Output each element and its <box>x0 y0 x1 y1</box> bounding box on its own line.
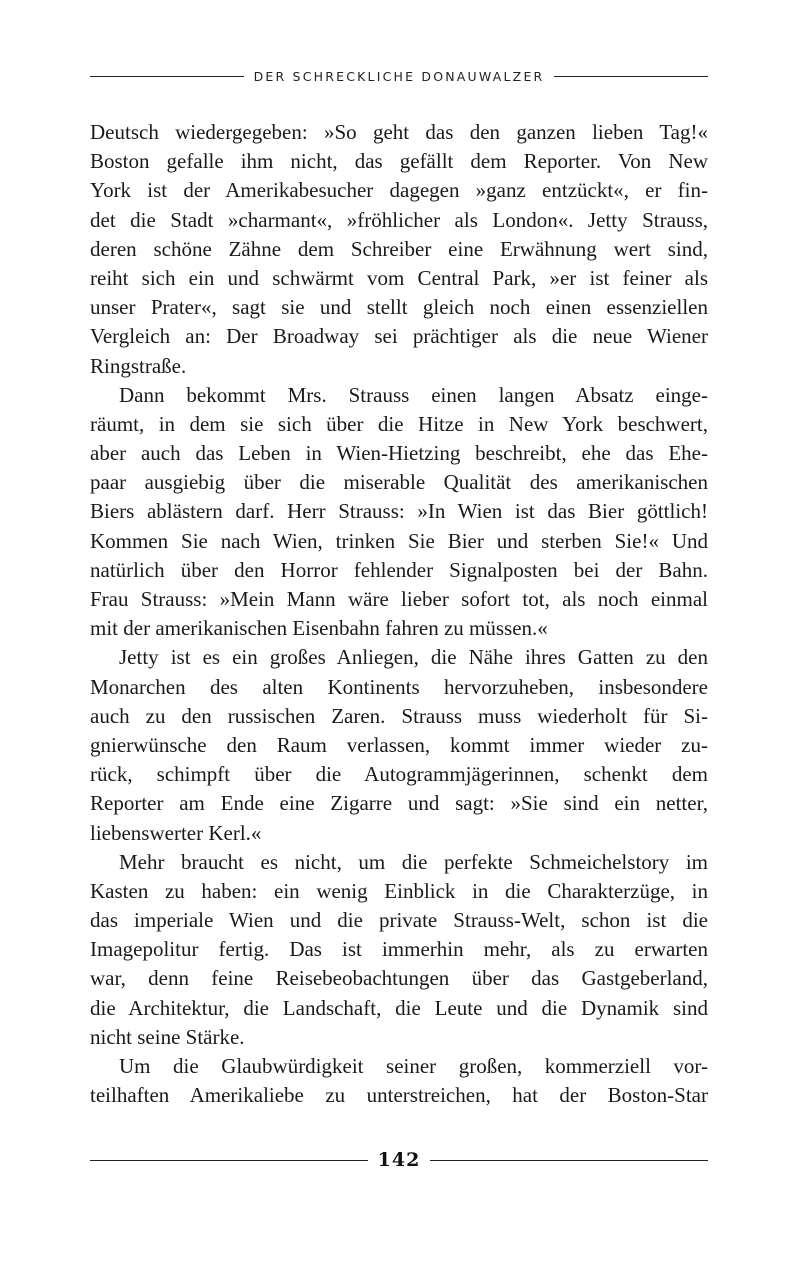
text-line: teilhaften Amerikaliebe zu unterstreichen, hat der Boston-Star <box>90 1083 708 1108</box>
text-line: auch zu den russischen Zaren. Strauss muss wiederholt für Si- <box>90 703 708 728</box>
text-line: gnierwünsche den Raum verlassen, kommt immer wieder zu- <box>90 732 708 757</box>
footer-rule-left <box>90 1160 368 1161</box>
running-header <box>90 66 708 86</box>
page-footer <box>90 1148 708 1172</box>
header-rule-left <box>90 76 244 77</box>
text-line: Kasten zu haben: ein wenig Einblick in die Charakterzüge, in <box>90 878 708 903</box>
text-line: Jetty ist es ein großes Anliegen, die Nähe ihres Gatten zu den <box>119 645 708 670</box>
text-line: Monarchen des alten Kontinents hervorzuheben, insbesondere <box>90 674 708 699</box>
text-line: Frau Strauss: »Mein Mann wäre lieber sofort tot, als noch einmal <box>90 587 708 611</box>
text-line: York ist der Amerikabesucher dagegen »ganz entzückt«, er fin- <box>90 178 708 203</box>
text-line: Mehr braucht es nicht, um die perfekte Schmeichelstory im <box>119 849 708 874</box>
page-number: 142 <box>377 1149 421 1171</box>
header-rule-right <box>554 76 708 77</box>
text-line: det die Stadt »charmant«, »fröhlicher als London«. Jetty Strauss, <box>90 207 708 232</box>
text-line: deren schöne Zähne dem Schreiber eine Erwähnung wert sind, <box>90 236 708 261</box>
text-line: aber auch das Leben in Wien-Hietzing beschreibt, ehe das Ehe- <box>90 441 708 466</box>
text-line: Kommen Sie nach Wien, trinken Sie Bier und sterben Sie!« Und <box>90 528 708 553</box>
text-line: war, denn feine Reisebeobachtungen über das Gastgeberland, <box>90 966 708 991</box>
text-line: liebenswerter Kerl.« <box>90 820 262 845</box>
text-line: Reporter am Ende eine Zigarre und sagt: »Sie sind ein netter, <box>90 791 708 816</box>
text-line: das imperiale Wien und die private Strauss-Welt, schon ist die <box>90 908 708 933</box>
text-line: räumt, in dem sie sich über die Hitze in New York beschwert, <box>90 411 708 436</box>
text-line: Deutsch wiedergegeben: »So geht das den ganzen lieben Tag!« <box>90 120 708 144</box>
text-line: Biers ablästern darf. Herr Strauss: »In Wien ist das Bier göttlich! <box>90 499 708 524</box>
text-line: Um die Glaubwürdigkeit seiner großen, kommerziell vor- <box>119 1054 708 1078</box>
text-line: Vergleich an: Der Broadway sei prächtiger als die neue Wiener <box>90 324 708 349</box>
text-line: Dann bekommt Mrs. Strauss einen langen Absatz einge- <box>119 382 708 407</box>
text-line: nicht seine Stärke. <box>90 1024 245 1049</box>
text-line: rück, schimpft über die Autogrammjägerinnen, schenkt dem <box>90 762 708 787</box>
text-line: Ringstraße. <box>90 353 187 378</box>
footer-rule-right <box>430 1160 708 1161</box>
text-line: mit der amerikanischen Eisenbahn fahren zu müssen.« <box>90 616 548 641</box>
text-line: Boston gefalle ihm nicht, das gefällt dem Reporter. Von New <box>90 149 708 174</box>
running-head-title: DER SCHRECKLICHE DONAUWALZER <box>253 68 545 84</box>
text-line: paar ausgiebig über die miserable Qualität des amerikanischen <box>90 470 708 495</box>
text-line: Imagepolitur fertig. Das ist immerhin mehr, als zu erwarten <box>90 937 708 962</box>
body-text <box>90 118 708 1110</box>
text-line: reiht sich ein und schwärmt vom Central Park, »er ist feiner als <box>90 265 708 290</box>
text-line: natürlich über den Horror fehlender Signalposten bei der Bahn. <box>90 557 708 582</box>
text-line: die Architektur, die Landschaft, die Leute und die Dynamik sind <box>90 995 708 1020</box>
text-line: unser Prater«, sagt sie und stellt gleich noch einen essenziellen <box>90 295 708 320</box>
